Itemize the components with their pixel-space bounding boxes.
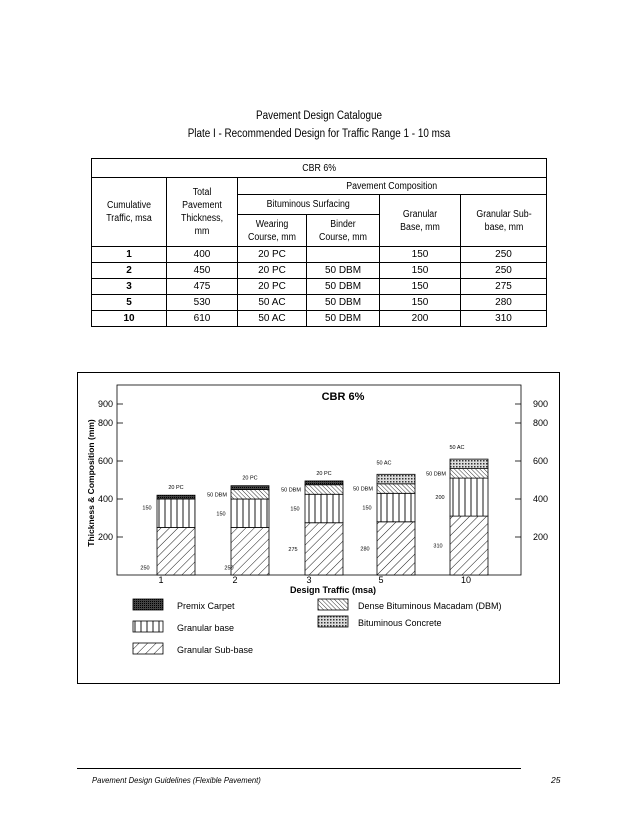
granular-base-segment	[157, 499, 195, 528]
sub-base-segment	[231, 528, 269, 576]
y-tick-label-right: 400	[533, 494, 549, 504]
legend-swatch	[318, 599, 348, 610]
col-composition-header: Pavement Composition	[238, 178, 547, 195]
granular-base-label: 200	[435, 495, 445, 502]
chart-panel	[77, 372, 560, 684]
dbm-label: 50 DBM	[281, 487, 301, 494]
y-tick-label-right: 600	[533, 456, 549, 466]
col-bituminous-header: Bituminous Surfacing	[238, 195, 380, 215]
table-row	[92, 247, 547, 263]
col-traffic-header: Cumulative Traffic, msa	[92, 178, 167, 247]
surface-label: 20 PC	[168, 485, 184, 492]
cell-total: 610	[167, 311, 238, 327]
bituminous-concrete-segment	[377, 474, 415, 484]
legend-item-ac	[318, 616, 442, 628]
granular-base-segment	[377, 493, 415, 522]
bituminous-concrete-segment	[450, 459, 488, 469]
cell-total: 400	[167, 247, 238, 263]
premix-carpet-segment	[157, 495, 195, 499]
y-axis-label: Thickness & Composition (mm)	[86, 419, 96, 547]
cell-binder: 50 DBM	[307, 279, 380, 295]
legend-swatch	[133, 643, 163, 654]
cell-traffic: 3	[92, 279, 167, 295]
legend-item-sub	[133, 643, 253, 655]
premix-carpet-segment	[305, 481, 343, 485]
dbm-segment	[377, 484, 415, 494]
dbm-segment	[450, 469, 488, 479]
cell-sub: 275	[461, 279, 547, 295]
y-tick-label-right: 200	[533, 532, 549, 542]
x-tick-label: 10	[460, 575, 472, 585]
premix-carpet-segment	[231, 486, 269, 490]
cell-base: 150	[380, 263, 461, 279]
cell-binder	[307, 247, 380, 263]
sub-base-label: 280	[360, 546, 370, 553]
sub-base-label: 310	[433, 543, 443, 550]
cell-base: 200	[380, 311, 461, 327]
design-table	[91, 158, 547, 327]
legend-item-pc	[133, 599, 235, 611]
granular-base-label: 150	[362, 505, 372, 512]
legend-swatch	[318, 616, 348, 627]
y-tick-label: 800	[97, 418, 113, 428]
y-tick-label: 900	[97, 399, 113, 409]
page-number: 25	[551, 775, 561, 785]
granular-base-label: 150	[290, 506, 300, 513]
legend-label: Granular base	[177, 623, 235, 633]
table-cbr-header: CBR 6%	[92, 159, 547, 178]
legend-label: Bituminous Concrete	[358, 618, 442, 628]
surface-label: 20 PC	[316, 470, 332, 477]
cell-wearing: 50 AC	[238, 311, 307, 327]
cell-wearing: 20 PC	[238, 263, 307, 279]
x-axis-label: Design Traffic (msa)	[289, 585, 377, 595]
granular-base-segment	[305, 494, 343, 523]
sub-base-segment	[450, 516, 488, 575]
cell-base: 150	[380, 295, 461, 311]
cell-total: 450	[167, 263, 238, 279]
legend-label: Premix Carpet	[177, 601, 235, 611]
surface-label: 50 AC	[376, 460, 392, 467]
cell-binder: 50 DBM	[307, 295, 380, 311]
legend-item-dbm	[318, 599, 502, 611]
cell-binder: 50 DBM	[307, 263, 380, 279]
col-granular-sub-header: Granular Sub-base, mm	[461, 195, 547, 247]
x-tick-label: 1	[158, 575, 164, 585]
table-row	[92, 263, 547, 279]
dbm-label: 50 DBM	[207, 492, 227, 499]
granular-base-segment	[450, 478, 488, 516]
surface-label: 50 AC	[449, 445, 465, 452]
col-total-header: Total Pavement Thickness, mm	[167, 178, 238, 247]
page-subtitle: Plate I - Recommended Design for Traffic Range 1 - 10 msa	[187, 128, 451, 140]
col-granular-base-header: Granular Base, mm	[380, 195, 461, 247]
sub-base-label: 250	[224, 565, 234, 572]
y-tick-label: 200	[97, 532, 113, 542]
legend-item-base	[133, 621, 234, 633]
cell-traffic: 10	[92, 311, 167, 327]
cell-sub: 250	[461, 263, 547, 279]
dbm-segment	[305, 485, 343, 495]
cell-total: 530	[167, 295, 238, 311]
cell-traffic: 1	[92, 247, 167, 263]
legend-label: Dense Bituminous Macadam (DBM)	[358, 601, 502, 611]
legend-swatch	[133, 599, 163, 610]
cell-traffic: 5	[92, 295, 167, 311]
sub-base-label: 250	[140, 565, 150, 572]
granular-base-segment	[231, 499, 269, 528]
granular-base-label: 150	[216, 511, 226, 518]
cell-wearing: 20 PC	[238, 279, 307, 295]
surface-label: 20 PC	[242, 475, 258, 482]
sub-base-label: 275	[288, 546, 298, 553]
x-tick-label: 2	[232, 575, 238, 585]
col-binder-header: Binder Course, mm	[307, 215, 380, 247]
dbm-label: 50 DBM	[426, 471, 446, 478]
cell-binder: 50 DBM	[307, 311, 380, 327]
cell-base: 150	[380, 247, 461, 263]
cell-sub: 310	[461, 311, 547, 327]
thickness-chart	[78, 373, 561, 685]
sub-base-segment	[305, 523, 343, 575]
sub-base-segment	[157, 528, 195, 576]
legend-label: Granular Sub-base	[177, 645, 254, 655]
footer-title: Pavement Design Guidelines (Flexible Pavement)	[92, 775, 261, 785]
table-row	[92, 311, 547, 327]
cell-traffic: 2	[92, 263, 167, 279]
cell-total: 475	[167, 279, 238, 295]
y-tick-label-right: 900	[533, 399, 549, 409]
legend-swatch	[133, 621, 163, 632]
sub-base-segment	[377, 522, 415, 575]
cell-wearing: 20 PC	[238, 247, 307, 263]
y-tick-label: 600	[97, 456, 113, 466]
cell-base: 150	[380, 279, 461, 295]
x-tick-label: 5	[378, 575, 384, 585]
dbm-label: 50 DBM	[353, 486, 373, 493]
chart-title: CBR 6%	[321, 391, 365, 403]
footer-rule	[77, 768, 521, 769]
cell-sub: 250	[461, 247, 547, 263]
page-title: Pavement Design Catalogue	[256, 110, 382, 122]
granular-base-label: 150	[142, 505, 152, 512]
cell-sub: 280	[461, 295, 547, 311]
dbm-segment	[231, 490, 269, 500]
y-tick-label: 400	[97, 494, 113, 504]
col-wearing-header: Wearing Course, mm	[238, 215, 307, 247]
table-row	[92, 279, 547, 295]
table-row	[92, 295, 547, 311]
x-tick-label: 3	[306, 575, 312, 585]
y-tick-label-right: 800	[533, 418, 549, 428]
cell-wearing: 50 AC	[238, 295, 307, 311]
